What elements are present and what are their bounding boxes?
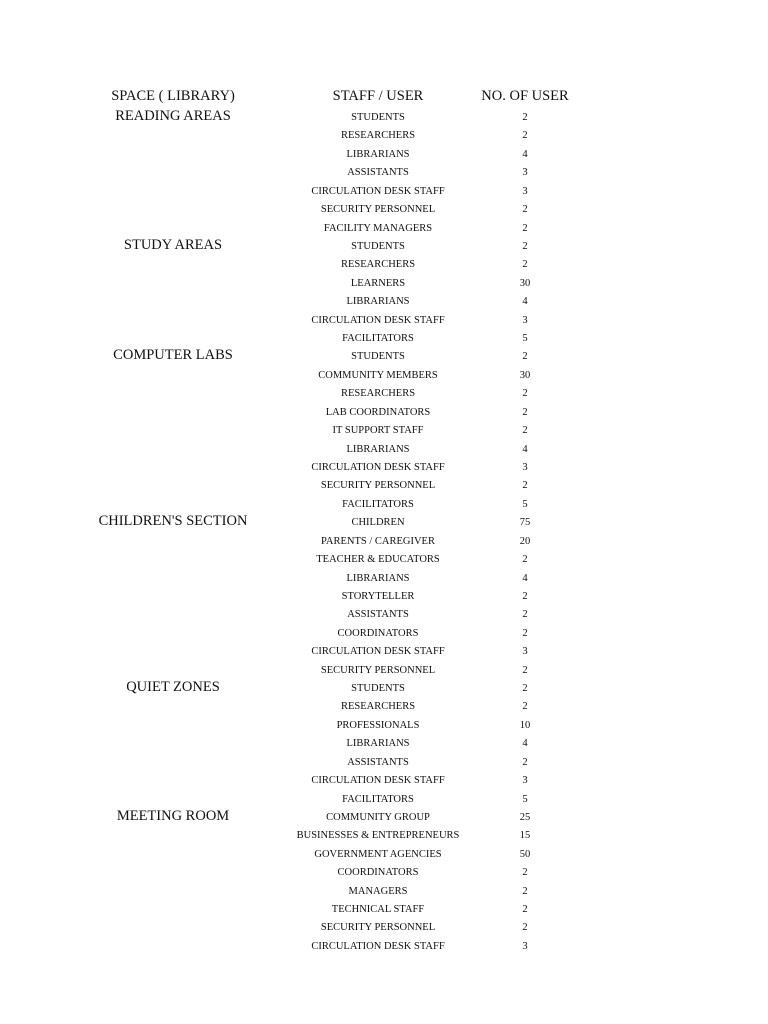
user-count-cell: 4 <box>522 148 528 160</box>
user-count-cell: 4 <box>522 738 528 750</box>
table-row <box>0 201 768 219</box>
user-count-cell: 4 <box>522 296 528 308</box>
user-count-cell: 2 <box>522 590 528 602</box>
user-count-cell: 4 <box>522 443 528 455</box>
header-space: SPACE ( LIBRARY) <box>111 88 235 104</box>
staff-user-cell: FACILITY MANAGERS <box>323 222 433 234</box>
staff-user-cell: CIRCULATION DESK STAFF <box>311 185 445 197</box>
staff-user-cell: COMMUNITY MEMBERS <box>318 369 438 381</box>
user-count-cell: 2 <box>522 756 528 768</box>
staff-user-cell: LIBRARIANS <box>346 148 410 160</box>
table-row <box>0 385 768 403</box>
staff-user-cell: PARENTS / CAREGIVER <box>321 535 435 547</box>
user-count-cell: 2 <box>522 554 528 566</box>
table-row <box>0 146 768 164</box>
user-count-cell: 2 <box>522 664 528 676</box>
user-count-cell: 3 <box>522 185 528 197</box>
table-row <box>0 256 768 274</box>
table-row <box>0 238 768 256</box>
table-row <box>0 164 768 182</box>
table-row <box>0 901 768 919</box>
user-count-cell: 2 <box>522 867 528 879</box>
user-count-cell: 15 <box>519 830 531 842</box>
header-staff-user: STAFF / USER <box>332 88 424 104</box>
user-count-cell: 2 <box>522 609 528 621</box>
user-count-cell: 5 <box>522 333 528 345</box>
staff-user-cell: IT SUPPORT STAFF <box>332 425 424 437</box>
user-count-cell: 3 <box>522 646 528 658</box>
staff-user-cell: CIRCULATION DESK STAFF <box>311 314 445 326</box>
staff-user-cell: SECURITY PERSONNEL <box>320 664 436 676</box>
user-count-cell: 2 <box>522 388 528 400</box>
table-row <box>0 754 768 772</box>
user-count-cell: 10 <box>519 719 531 731</box>
table-row <box>0 938 768 956</box>
table-row <box>0 441 768 459</box>
user-count-cell: 3 <box>522 775 528 787</box>
user-count-cell: 3 <box>522 314 528 326</box>
user-count-cell: 2 <box>522 204 528 216</box>
staff-user-cell: LIBRARIANS <box>346 443 410 455</box>
staff-user-cell: SECURITY PERSONNEL <box>320 922 436 934</box>
staff-user-cell: CIRCULATION DESK STAFF <box>311 775 445 787</box>
table-row <box>0 827 768 845</box>
user-count-cell: 30 <box>519 369 531 381</box>
user-count-cell: 2 <box>522 406 528 418</box>
table-row <box>0 551 768 569</box>
staff-user-cell: FACILITATORS <box>342 498 414 510</box>
staff-user-cell: CIRCULATION DESK STAFF <box>311 646 445 658</box>
user-count-cell: 3 <box>522 167 528 179</box>
section-label: QUIET ZONES <box>126 679 220 696</box>
table-row <box>0 533 768 551</box>
staff-user-cell: RESEARCHERS <box>340 701 416 713</box>
staff-user-cell: STUDENTS <box>351 351 405 363</box>
table-row <box>0 680 768 698</box>
table-row <box>0 348 768 366</box>
user-count-cell: 30 <box>519 277 531 289</box>
table-row <box>0 275 768 293</box>
table-row <box>0 367 768 385</box>
table-row <box>0 312 768 330</box>
table-row <box>0 864 768 882</box>
user-count-cell: 5 <box>522 793 528 805</box>
user-count-cell: 2 <box>522 259 528 271</box>
staff-user-cell: LIBRARIANS <box>346 738 410 750</box>
table-row <box>0 459 768 477</box>
user-count-cell: 2 <box>522 130 528 142</box>
staff-user-cell: RESEARCHERS <box>340 388 416 400</box>
staff-user-cell: MANAGERS <box>348 885 408 897</box>
table-row <box>0 625 768 643</box>
user-count-cell: 2 <box>522 425 528 437</box>
staff-user-cell: COMMUNITY GROUP <box>326 811 430 823</box>
section-label: STUDY AREAS <box>123 236 223 253</box>
staff-user-cell: SECURITY PERSONNEL <box>320 204 436 216</box>
user-count-cell: 25 <box>519 811 531 823</box>
user-count-cell: 2 <box>522 627 528 639</box>
user-count-cell: 2 <box>522 701 528 713</box>
table-row <box>0 404 768 422</box>
table-row <box>0 643 768 661</box>
staff-user-cell: CIRCULATION DESK STAFF <box>311 461 445 473</box>
staff-user-cell: LIBRARIANS <box>346 572 410 584</box>
table-row <box>0 735 768 753</box>
user-count-cell: 4 <box>522 572 528 584</box>
staff-user-cell: ASSISTANTS <box>347 609 409 621</box>
staff-user-cell: FACILITATORS <box>342 333 414 345</box>
staff-user-cell: BUSINESSES & ENTREPRENEURS <box>296 830 460 842</box>
user-count-cell: 2 <box>522 885 528 897</box>
user-count-cell: 2 <box>522 904 528 916</box>
table-row <box>0 127 768 145</box>
staff-user-cell: STUDENTS <box>351 112 405 123</box>
user-count-cell: 20 <box>519 535 531 547</box>
table-row <box>0 919 768 937</box>
staff-user-cell: RESEARCHERS <box>340 130 416 142</box>
user-count-cell: 50 <box>519 848 531 860</box>
table-row <box>0 588 768 606</box>
staff-user-cell: FACILITATORS <box>342 793 414 805</box>
staff-user-cell: STORYTELLER <box>341 590 415 602</box>
table-row <box>0 570 768 588</box>
staff-user-cell: ASSISTANTS <box>347 756 409 768</box>
staff-user-cell: STUDENTS <box>351 240 405 252</box>
staff-user-cell: TEACHER & EDUCATORS <box>316 554 440 566</box>
header-no-of-user: NO. OF USER <box>481 88 569 104</box>
user-count-cell: 2 <box>522 240 528 252</box>
staff-user-cell: COORDINATORS <box>337 867 419 879</box>
table-row <box>0 883 768 901</box>
table-row <box>0 662 768 680</box>
staff-user-cell: TECHNICAL STAFF <box>331 904 425 916</box>
staff-user-cell: LIBRARIANS <box>346 296 410 308</box>
staff-user-cell: RESEARCHERS <box>340 259 416 271</box>
table-row <box>0 717 768 735</box>
table-row <box>0 698 768 716</box>
staff-user-cell: GOVERNMENT AGENCIES <box>314 848 442 860</box>
user-count-cell: 2 <box>522 112 528 123</box>
user-count-cell: 2 <box>522 222 528 234</box>
user-count-cell: 3 <box>522 461 528 473</box>
section-label: READING AREAS <box>115 108 231 124</box>
user-count-cell: 3 <box>522 940 528 952</box>
user-count-cell: 5 <box>522 498 528 510</box>
staff-user-cell: CHILDREN <box>351 517 405 529</box>
table-row <box>0 422 768 440</box>
user-count-cell: 2 <box>522 351 528 363</box>
table-row <box>0 293 768 311</box>
staff-user-cell: LEARNERS <box>350 277 406 289</box>
table-row <box>0 183 768 201</box>
section-label: MEETING ROOM <box>116 807 230 824</box>
table-row <box>0 477 768 495</box>
table-row <box>0 514 768 532</box>
table-row <box>0 809 768 827</box>
table-row <box>0 791 768 809</box>
staff-user-cell: ASSISTANTS <box>347 167 409 179</box>
table-row <box>0 109 768 127</box>
staff-user-cell: COORDINATORS <box>337 627 419 639</box>
staff-user-cell: LAB COORDINATORS <box>325 406 431 418</box>
staff-user-cell: STUDENTS <box>351 683 405 695</box>
staff-user-cell: SECURITY PERSONNEL <box>320 480 436 492</box>
table-row <box>0 772 768 790</box>
section-label: COMPUTER LABS <box>113 347 233 364</box>
user-count-cell: 75 <box>519 517 531 529</box>
staff-user-cell: PROFESSIONALS <box>336 719 420 731</box>
table-row <box>0 606 768 624</box>
user-count-cell: 2 <box>522 922 528 934</box>
user-count-cell: 2 <box>522 683 528 695</box>
user-count-cell: 2 <box>522 480 528 492</box>
table-row <box>0 220 768 238</box>
section-label: CHILDREN'S SECTION <box>98 513 248 530</box>
table-row <box>0 846 768 864</box>
staff-user-cell: CIRCULATION DESK STAFF <box>311 940 445 952</box>
